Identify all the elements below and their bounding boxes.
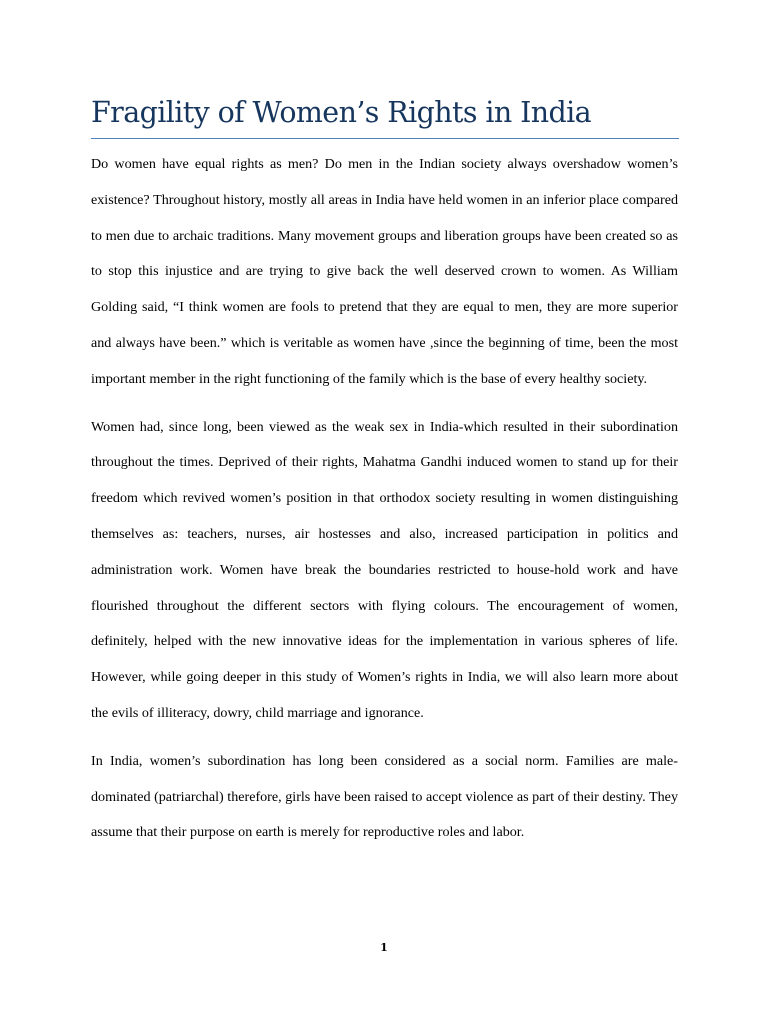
title-block: [91, 90, 679, 139]
page-number: 1: [380, 941, 388, 954]
paragraph-subordination: In India, women’s subordination has long been considered as a social norm. Families are male-dominated (patriarchal) therefore, girls have been raised to accept violence as part of their destiny. They assume that their purpose on earth is merely for reproductive roles and labor.: [91, 752, 678, 841]
paragraph-intro: Do women have equal rights as men? Do men in the Indian society always overshadow women’s existence? Throughout history, mostly all areas in India have held women in an inferior place compared to men due to archaic traditions. Many movement groups and liberation groups have been created so as to stop this injustice and are trying to give back the well deserved crown to women. As William Golding said, “I think women are fools to pretend that they are equal to men, they are more superior and always have been.” which is veritable as women have ,since the beginning of time, been the most important member in the right functioning of the family which is the base of every healthy society.: [91, 156, 678, 387]
document-title: Fragility of Women’s Rights in India: [91, 96, 592, 129]
paragraph-history: Women had, since long, been viewed as the weak sex in India-which resulted in their subordination throughout the times. Deprived of their rights, Mahatma Gandhi induced women to stand up for their freedom which revived women’s position in that orthodox society resulting in women distinguishing themselves as: teachers, nurses, air hostesses and also, increased participation in politics and administration work. Women have break the boundaries restricted to house-hold work and have flourished throughout the different sectors with flying colours. The encouragement of women, definitely, helped with the new innovative ideas for the implementation in various spheres of life. However, while going deeper in this study of Women’s rights in India, we will also learn more about the evils of illiteracy, dowry, child marriage and ignorance.: [91, 418, 678, 721]
document-body: [91, 147, 678, 863]
